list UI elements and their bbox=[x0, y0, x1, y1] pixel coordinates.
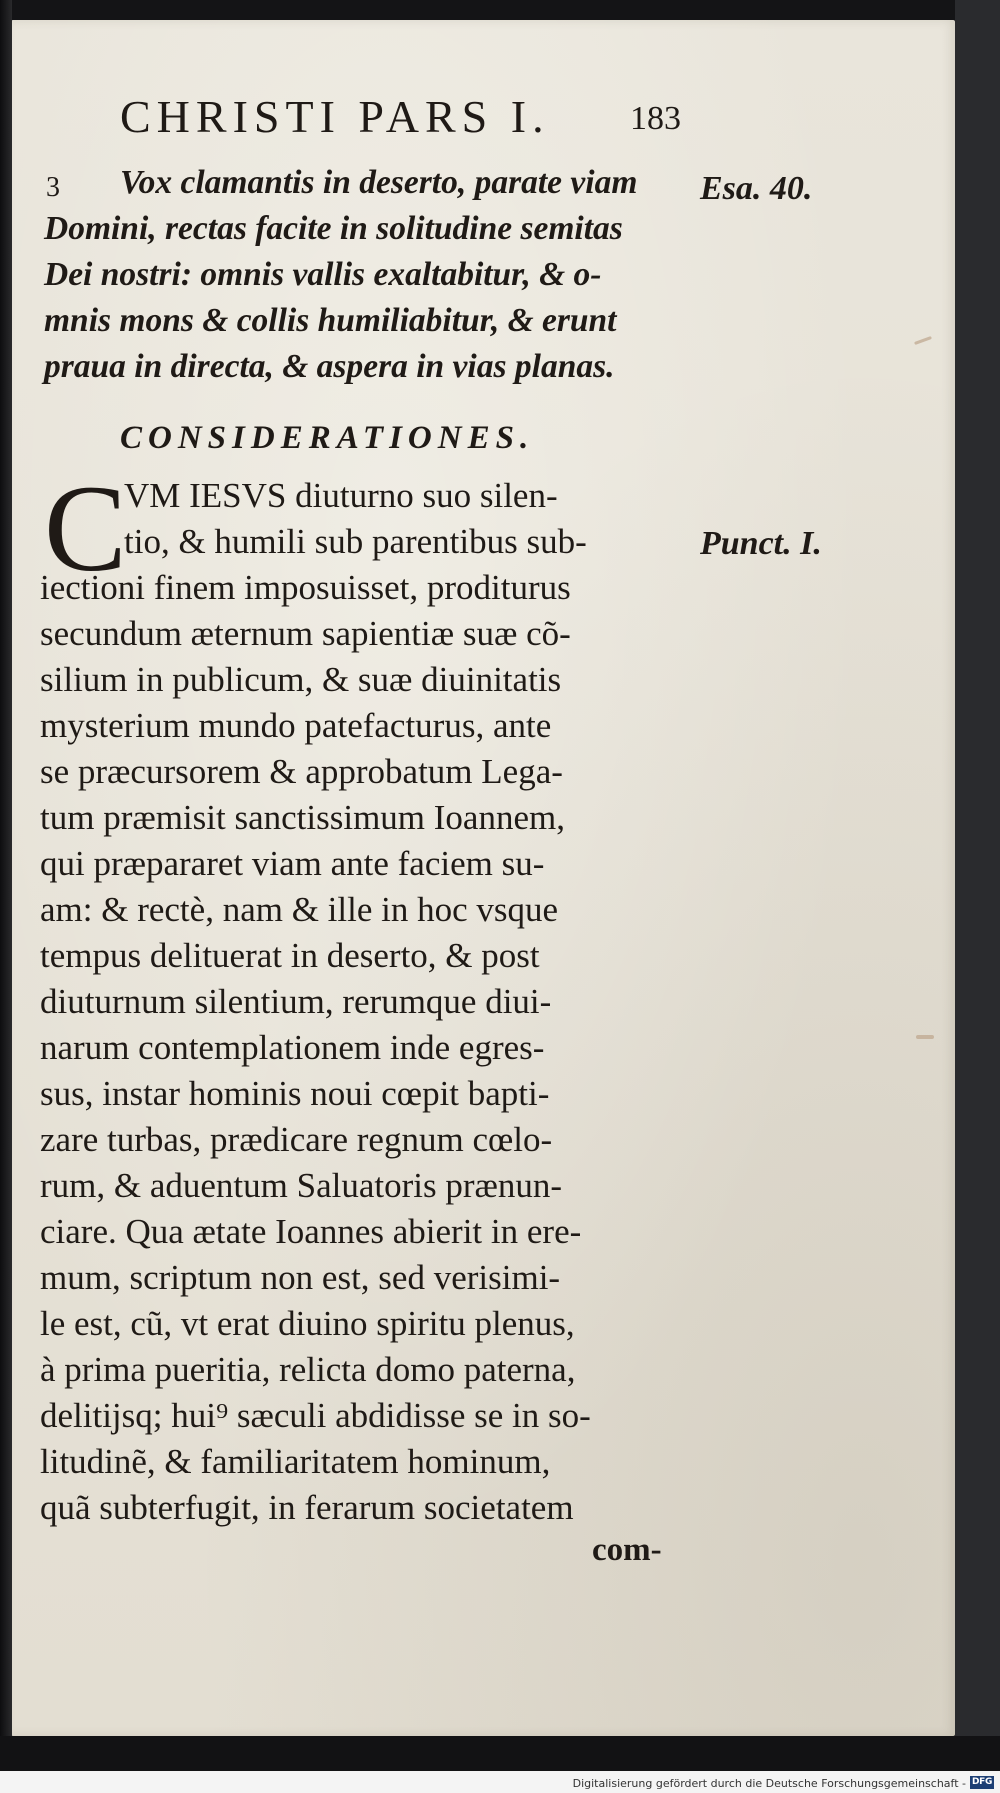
body-line: à prima pueritia, relicta domo paterna, bbox=[40, 1350, 576, 1389]
body-line: mum, scriptum non est, sed verisimi- bbox=[40, 1258, 561, 1297]
body-line: rum, & aduentum Saluatoris prænun- bbox=[40, 1166, 563, 1205]
verse-line: Vox clamantis in deserto, parate viam bbox=[120, 164, 638, 201]
scan-background-right bbox=[955, 0, 1000, 1793]
body-line: diuturnum silentium, rerumque diui- bbox=[40, 982, 552, 1021]
body-line: zare turbas, prædicare regnum cœlo- bbox=[40, 1120, 553, 1159]
drop-cap: C bbox=[44, 460, 127, 597]
body-line: se præcursorem & approbatum Lega- bbox=[40, 752, 563, 791]
body-line: litudinẽ, & familiaritatem hominum, bbox=[40, 1442, 551, 1481]
section-heading: CONSIDERATIONES. bbox=[120, 420, 535, 456]
catchword: com- bbox=[592, 1532, 662, 1568]
body-line: am: & rectè, nam & ille in hoc vsque bbox=[40, 890, 559, 929]
body-line: quã subterfugit, in ferarum societatem bbox=[40, 1488, 574, 1527]
verse-number: 3 bbox=[46, 172, 60, 203]
body-line: delitijsq; hui⁹ sæculi abdidisse se in so- bbox=[40, 1396, 591, 1435]
book-binding-edge bbox=[0, 0, 12, 1793]
paper-sheet bbox=[10, 20, 955, 1736]
margin-reference: Esa. 40. bbox=[700, 170, 813, 207]
body-line: narum contemplationem inde egres- bbox=[40, 1028, 545, 1067]
body-line: qui præpararet viam ante faciem su- bbox=[40, 844, 545, 883]
verse-line: Dei nostri: omnis vallis exaltabitur, & o- bbox=[44, 256, 602, 293]
body-line: secundum æternum sapientiæ suæ cõ- bbox=[40, 614, 571, 653]
body-line: tum præmisit sanctissimum Ioannem, bbox=[40, 798, 565, 837]
body-line: tio, & humili sub parentibus sub- bbox=[124, 522, 587, 561]
body-line: iectioni finem imposuisset, proditurus bbox=[40, 568, 571, 607]
page-number: 183 bbox=[630, 100, 681, 137]
verse-line: Domini, rectas facite in solitudine semitas bbox=[44, 210, 623, 247]
verse-line: mnis mons & collis humiliabitur, & erunt bbox=[44, 302, 617, 339]
body-line: ciare. Qua ætate Ioannes abierit in ere- bbox=[40, 1212, 582, 1251]
dfg-logo: DFG bbox=[971, 1777, 993, 1787]
body-line: mysterium mundo patefacturus, ante bbox=[40, 706, 552, 745]
body-line: silium in publicum, & suæ diuinitatis bbox=[40, 660, 562, 699]
paper-blemish bbox=[914, 336, 932, 345]
margin-point: Punct. I. bbox=[700, 525, 822, 562]
body-line: VM IESVS diuturno suo silen- bbox=[124, 476, 558, 515]
running-head: CHRISTI PARS I. bbox=[120, 91, 550, 142]
footer-credit: Digitalisierung gefördert durch die Deutsche Forschungsgemeinschaft - bbox=[572, 1777, 966, 1790]
paper-blemish bbox=[916, 1035, 934, 1039]
body-line: sus, instar hominis noui cœpit bapti- bbox=[40, 1074, 550, 1113]
verse-line: praua in directa, & aspera in vias planas. bbox=[44, 348, 615, 385]
digitization-footer bbox=[0, 1771, 1000, 1793]
body-line: tempus delituerat in deserto, & post bbox=[40, 936, 540, 975]
body-line: le est, cũ, vt erat diuino spiritu plenus, bbox=[40, 1304, 575, 1343]
